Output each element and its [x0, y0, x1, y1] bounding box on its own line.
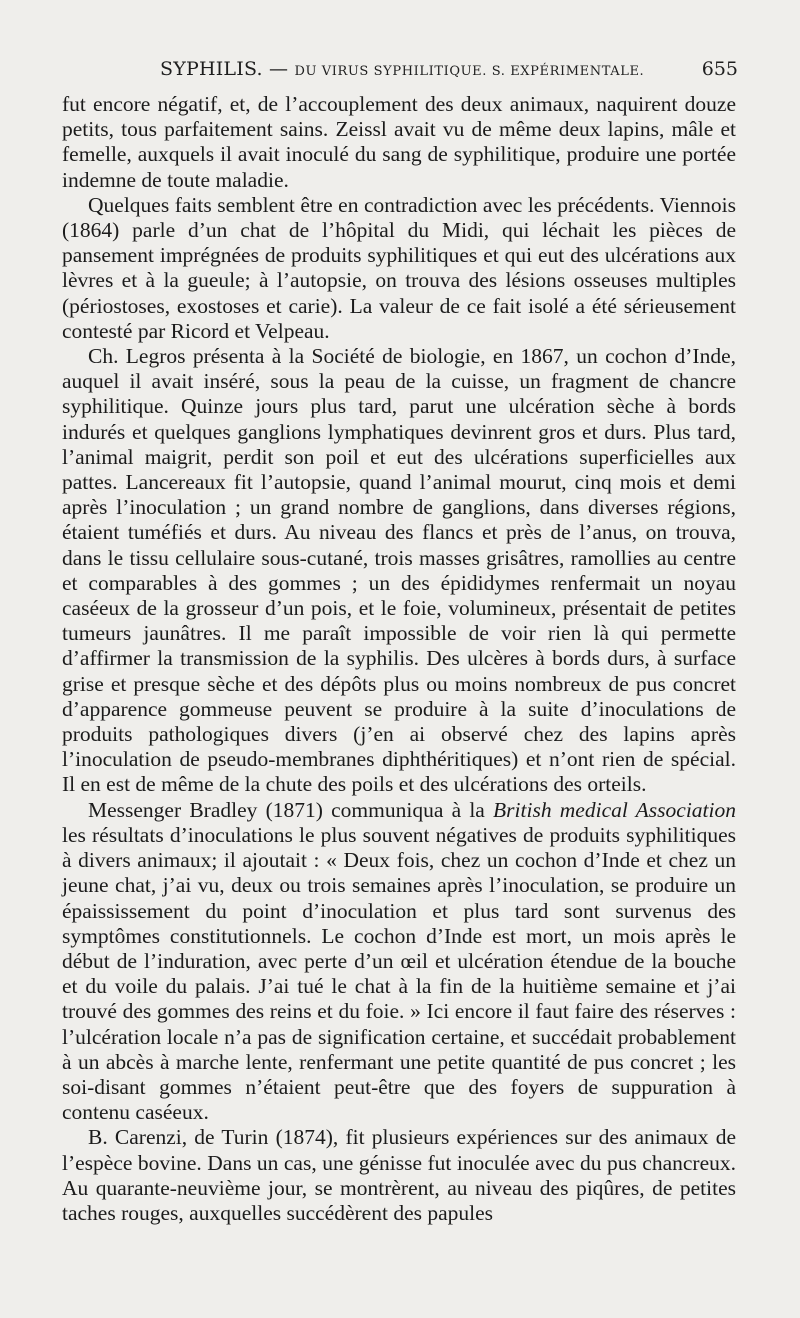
paragraph-5: B. Carenzi, de Turin (1874), fit plusieurs expériences sur des animaux de l’espèce bovine. Dans un cas, une génisse fut inoculée avec du pus chancreux. Au quarante-neuvième jour, se montrèrent, au niveau des piqûres, de petites taches rouges, auxquelles succédèrent des papules [62, 1125, 736, 1225]
paragraph-4 [62, 798, 736, 1126]
paragraph-1: fut encore négatif, et, de l’accouplement des deux animaux, naquirent douze petits, tous parfaitement sains. Zeissl avait vu de même deux lapins, mâle et femelle, auxquels il avait inoculé du sang de syphilitique, produire une portée indemne de toute maladie. [62, 92, 736, 192]
paragraph-4-lead: Messenger Bradley (1871) communiqua à la [88, 797, 494, 822]
journal-title: British medical Association [493, 797, 736, 822]
page-number: 655 [701, 58, 738, 80]
body-text [62, 92, 736, 1226]
running-title [160, 58, 644, 80]
paragraph-3: Ch. Legros présenta à la Société de biologie, en 1867, un cochon d’Inde, auquel il avait inséré, sous la peau de la cuisse, un fragment de chancre syphilitique. Quinze jours plus tard, parut une ulcération sèche à bords indurés et quelques ganglions lymphatiques devinrent gros et durs. Plus tard, l’animal maigrit, perdit son poil et eut des ulcérations superficielles aux pattes. Lancereaux fit l’autopsie, quand l’animal mourut, cinq mois et demi après l’inoculation ; un grand nombre de ganglions, dans diverses régions, étaient tuméfiés et durs. Au niveau des flancs et près de l’anus, on trouva, dans le tissu cellulaire sous-cutané, trois masses grisâtres, ramollies au centre et comparables à des gommes ; un des épididymes renfermait un noyau caséeux de la grosseur d’un pois, et le foie, volumineux, présentait de petites tumeurs jaunâtres. Il me paraît impossible de voir rien là qui permette d’affirmer la transmission de la syphilis. Des ulcères à bords durs, à surface grise et presque sèche et des dépôts plus ou moins nombreux de pus concret d’apparence gommeuse peuvent se produire à la suite d’inoculations de produits pathologiques divers (j’en ai observé chez des lapins après l’inoculation de pseudo-membranes diphthéritiques) et n’ont rien de spécial. Il en est de même de la chute des poils et des ulcérations des orteils. [62, 344, 736, 797]
paragraph-4-rest: les résultats d’inoculations le plus souvent négatives de produits syphilitiques à divers animaux; il ajoutait : « Deux fois, chez un cochon d’Inde et chez un jeune chat, j’ai vu, deux ou trois semaines après l’inoculation, se produire un épaississement du point d’inoculation et plus tard sont survenus des symptômes constitutionnels. Le cochon d’Inde est mort, un mois après le début de l’induration, avec perte d’un œil et ulcération étendue de la bouche et du voile du palais. J’ai tué le chat à la fin de la huitième semaine et j’ai trouvé des gommes des reins et du foie. » Ici encore il faut faire des réserves : l’ulcération locale n’a pas de signification certaine, et succédait probablement à un abcès à marche lente, renfermant une petite quantité de pus concret ; les soi-disant gommes n’étaient peut-être que des foyers de suppuration à contenu caséeux. [62, 822, 736, 1125]
running-header [60, 58, 738, 86]
header-section: SYPHILIS. [160, 58, 263, 80]
header-subsection: DU VIRUS SYPHILITIQUE. S. EXPÉRIMENTALE. [294, 64, 645, 79]
paragraph-2: Quelques faits semblent être en contradiction avec les précédents. Viennois (1864) parle d’un chat de l’hôpital du Midi, qui léchait les pièces de pansement imprégnées de produits syphilitiques et qui eut des ulcérations aux lèvres et à la gueule; à l’autopsie, on trouva des lésions osseuses multiples (périostoses, exostoses et carie). La valeur de ce fait isolé a été sérieusement contesté par Ricord et Velpeau. [62, 192, 736, 343]
header-dash: — [268, 58, 289, 80]
